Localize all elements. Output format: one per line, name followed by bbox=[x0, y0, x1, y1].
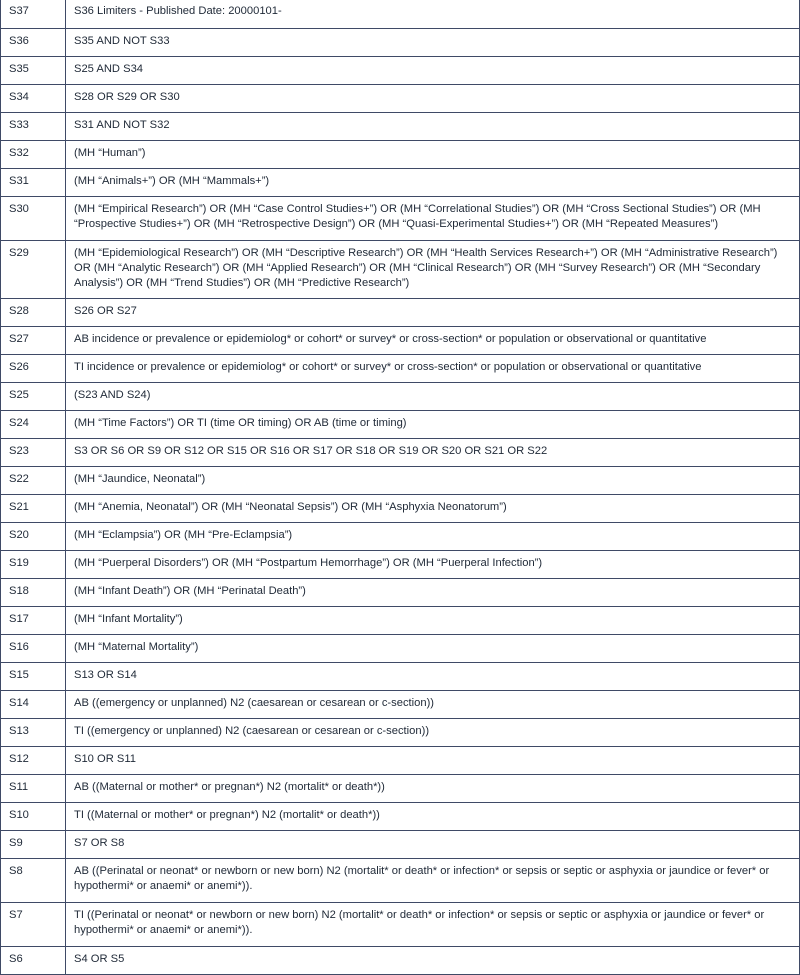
search-id-cell: S16 bbox=[1, 634, 66, 662]
table-row bbox=[1, 550, 800, 578]
search-id-cell: S11 bbox=[1, 774, 66, 802]
search-query-cell: (MH “Time Factors”) OR TI (time OR timing) OR AB (time or timing) bbox=[66, 410, 800, 438]
search-query-cell: AB ((emergency or unplanned) N2 (caesarean or cesarean or c-section)) bbox=[66, 690, 800, 718]
search-id-cell: S33 bbox=[1, 112, 66, 140]
table-body bbox=[1, 0, 800, 974]
search-query-cell: S4 OR S5 bbox=[66, 946, 800, 974]
search-id-cell: S20 bbox=[1, 522, 66, 550]
table-row bbox=[1, 326, 800, 354]
search-id-cell: S24 bbox=[1, 410, 66, 438]
table-row bbox=[1, 196, 800, 240]
search-id-cell: S7 bbox=[1, 902, 66, 946]
search-query-cell: (MH “Eclampsia”) OR (MH “Pre-Eclampsia”) bbox=[66, 522, 800, 550]
search-id-cell: S36 bbox=[1, 28, 66, 56]
table-row bbox=[1, 578, 800, 606]
search-id-cell: S8 bbox=[1, 858, 66, 902]
table-row bbox=[1, 830, 800, 858]
table-row bbox=[1, 56, 800, 84]
search-id-cell: S37 bbox=[1, 0, 66, 28]
search-query-cell: S3 OR S6 OR S9 OR S12 OR S15 OR S16 OR S17 OR S18 OR S19 OR S20 OR S21 OR S22 bbox=[66, 438, 800, 466]
table-row bbox=[1, 858, 800, 902]
table-row bbox=[1, 522, 800, 550]
search-id-cell: S6 bbox=[1, 946, 66, 974]
search-id-cell: S23 bbox=[1, 438, 66, 466]
search-query-cell: (MH “Human”) bbox=[66, 140, 800, 168]
search-query-cell: S36 Limiters - Published Date: 20000101- bbox=[66, 0, 800, 28]
search-query-cell: (MH “Puerperal Disorders”) OR (MH “Postpartum Hemorrhage”) OR (MH “Puerperal Infection”) bbox=[66, 550, 800, 578]
search-query-cell: S7 OR S8 bbox=[66, 830, 800, 858]
table-row bbox=[1, 382, 800, 410]
search-id-cell: S17 bbox=[1, 606, 66, 634]
table-row bbox=[1, 140, 800, 168]
table-row bbox=[1, 774, 800, 802]
search-id-cell: S13 bbox=[1, 718, 66, 746]
table-row bbox=[1, 902, 800, 946]
search-query-cell: S26 OR S27 bbox=[66, 298, 800, 326]
table-row bbox=[1, 84, 800, 112]
search-query-cell: (MH “Maternal Mortality”) bbox=[66, 634, 800, 662]
search-id-cell: S22 bbox=[1, 466, 66, 494]
search-id-cell: S10 bbox=[1, 802, 66, 830]
search-query-cell: AB incidence or prevalence or epidemiolog* or cohort* or survey* or cross-section* or population or observational or quantitative bbox=[66, 326, 800, 354]
table-row bbox=[1, 28, 800, 56]
search-query-cell: S28 OR S29 OR S30 bbox=[66, 84, 800, 112]
search-query-cell: (MH “Infant Death”) OR (MH “Perinatal Death”) bbox=[66, 578, 800, 606]
search-id-cell: S14 bbox=[1, 690, 66, 718]
search-query-cell: (S23 AND S24) bbox=[66, 382, 800, 410]
search-query-cell: TI ((Maternal or mother* or pregnan*) N2 (mortalit* or death*)) bbox=[66, 802, 800, 830]
table-row bbox=[1, 802, 800, 830]
search-id-cell: S21 bbox=[1, 494, 66, 522]
search-query-cell: TI incidence or prevalence or epidemiolog* or cohort* or survey* or cross-section* or population or observational or quantitative bbox=[66, 354, 800, 382]
search-query-cell: S35 AND NOT S33 bbox=[66, 28, 800, 56]
search-id-cell: S29 bbox=[1, 240, 66, 298]
table-row bbox=[1, 112, 800, 140]
search-query-cell: S31 AND NOT S32 bbox=[66, 112, 800, 140]
table-row bbox=[1, 466, 800, 494]
search-query-cell: S10 OR S11 bbox=[66, 746, 800, 774]
table-row bbox=[1, 946, 800, 974]
table-row bbox=[1, 494, 800, 522]
search-query-cell: (MH “Animals+”) OR (MH “Mammals+”) bbox=[66, 168, 800, 196]
table-row bbox=[1, 168, 800, 196]
search-id-cell: S12 bbox=[1, 746, 66, 774]
search-id-cell: S28 bbox=[1, 298, 66, 326]
search-id-cell: S31 bbox=[1, 168, 66, 196]
table-row bbox=[1, 354, 800, 382]
search-query-cell: (MH “Jaundice, Neonatal”) bbox=[66, 466, 800, 494]
search-id-cell: S35 bbox=[1, 56, 66, 84]
search-query-cell: AB ((Maternal or mother* or pregnan*) N2 (mortalit* or death*)) bbox=[66, 774, 800, 802]
search-query-cell: S13 OR S14 bbox=[66, 662, 800, 690]
table-row bbox=[1, 0, 800, 28]
search-query-cell: S25 AND S34 bbox=[66, 56, 800, 84]
search-query-cell: (MH “Epidemiological Research”) OR (MH “Descriptive Research”) OR (MH “Health Services Research+”) OR (MH “Administrative Research”) OR (MH “Analytic Research”) OR (MH “Applied Research”) OR (MH “Clinical Research”) OR (MH “Survey Research”) OR (MH “Secondary Analysis”) OR (MH “Trend Studies”) OR (MH “Predictive Research”) bbox=[66, 240, 800, 298]
search-id-cell: S19 bbox=[1, 550, 66, 578]
search-query-cell: TI ((emergency or unplanned) N2 (caesarean or cesarean or c-section)) bbox=[66, 718, 800, 746]
table-row bbox=[1, 298, 800, 326]
table-row bbox=[1, 690, 800, 718]
search-id-cell: S30 bbox=[1, 196, 66, 240]
search-query-cell: (MH “Infant Mortality”) bbox=[66, 606, 800, 634]
search-id-cell: S26 bbox=[1, 354, 66, 382]
table-row bbox=[1, 746, 800, 774]
table-row bbox=[1, 606, 800, 634]
search-id-cell: S9 bbox=[1, 830, 66, 858]
search-query-cell: TI ((Perinatal or neonat* or newborn or new born) N2 (mortalit* or death* or infection* or sepsis or septic or asphyxia or jaundice or fever* or hypothermi* or anaemi* or anemi*)). bbox=[66, 902, 800, 946]
search-id-cell: S34 bbox=[1, 84, 66, 112]
table-row bbox=[1, 662, 800, 690]
search-query-cell: (MH “Empirical Research”) OR (MH “Case Control Studies+”) OR (MH “Correlational Studies”) OR (MH “Cross Sectional Studies”) OR (MH “Prospective Studies+”) OR (MH “Retrospective Design”) OR (MH “Quasi-Experimental Studies+”) OR (MH “Repeated Measures”) bbox=[66, 196, 800, 240]
table-row bbox=[1, 410, 800, 438]
search-id-cell: S27 bbox=[1, 326, 66, 354]
table-row bbox=[1, 718, 800, 746]
search-id-cell: S25 bbox=[1, 382, 66, 410]
table-row bbox=[1, 634, 800, 662]
search-id-cell: S32 bbox=[1, 140, 66, 168]
search-id-cell: S15 bbox=[1, 662, 66, 690]
table-row bbox=[1, 438, 800, 466]
search-query-cell: (MH “Anemia, Neonatal”) OR (MH “Neonatal Sepsis”) OR (MH “Asphyxia Neonatorum”) bbox=[66, 494, 800, 522]
search-id-cell: S18 bbox=[1, 578, 66, 606]
table-row bbox=[1, 240, 800, 298]
search-query-cell: AB ((Perinatal or neonat* or newborn or new born) N2 (mortalit* or death* or infection* or sepsis or septic or asphyxia or jaundice or fever* or hypothermi* or anaemi* or anemi*)). bbox=[66, 858, 800, 902]
